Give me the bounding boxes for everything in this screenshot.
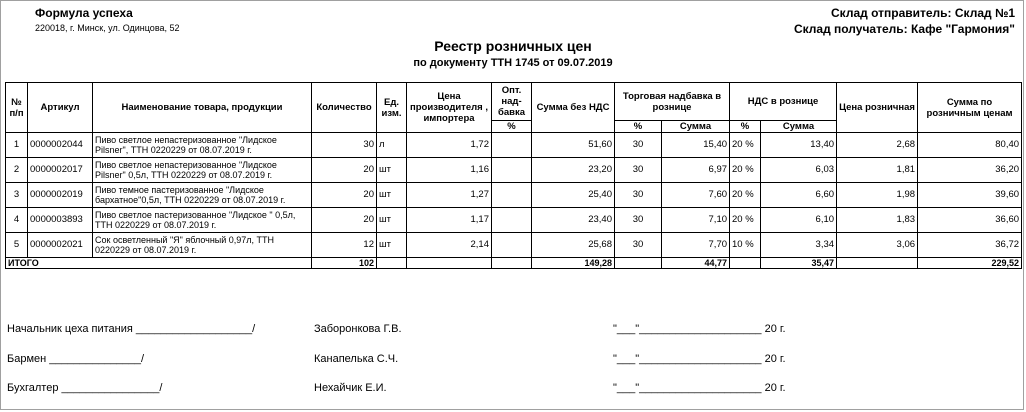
col-header-wholesale-markup: Опт. над- бавка [492, 83, 532, 121]
col-header-unit: Ед. изм. [377, 83, 407, 133]
row-sum-no-vat: 25,40 [532, 183, 615, 208]
row-trade-sum: 7,10 [662, 208, 730, 233]
row-retail-price: 2,68 [837, 133, 918, 158]
row-retail-sum: 36,20 [918, 158, 1022, 183]
row-wholesale-pct [492, 208, 532, 233]
col-header-num: № п/п [6, 83, 28, 133]
row-product-name: Пиво светлое непастеризованное "Лидское Pilsner", ТТН 0220229 от 08.07.2019 г. [93, 133, 312, 158]
row-qty: 20 [312, 158, 377, 183]
row-vat-pct: 20 % [730, 208, 761, 233]
row-vat-pct: 10 % [730, 233, 761, 258]
signature-role-2: Бармен _______________/ [7, 353, 145, 365]
signature-date-3: "___"____________________ 20 г. [613, 382, 786, 394]
totals-sum-no-vat: 149,28 [532, 258, 615, 269]
row-producer-price: 1,17 [407, 208, 492, 233]
totals-label: ИТОГО [6, 258, 312, 269]
row-trade-sum: 6,97 [662, 158, 730, 183]
row-product-name: Пиво светлое пастеризованное "Лидское " 0,5л, ТТН 0220229 от 08.07.2019 г. [93, 208, 312, 233]
table-row [6, 233, 1022, 258]
table-row [6, 158, 1022, 183]
row-product-name: Пиво темное пастеризованное "Лидское бархатное"0,5л, ТТН 0220229 от 08.07.2019 г. [93, 183, 312, 208]
signature-date-2: "___"____________________ 20 г. [613, 353, 786, 365]
row-article: 0000002021 [28, 233, 93, 258]
col-header-qty: Количество [312, 83, 377, 133]
col-header-trade-pct: % [615, 121, 662, 133]
col-header-name: Наименование товара, продукции [93, 83, 312, 133]
row-qty: 30 [312, 133, 377, 158]
row-unit: шт [377, 233, 407, 258]
row-vat-pct: 20 % [730, 158, 761, 183]
totals-qty: 102 [312, 258, 377, 269]
organization-name: Формула успеха [35, 6, 133, 20]
row-wholesale-pct [492, 158, 532, 183]
row-qty: 20 [312, 208, 377, 233]
row-sum-no-vat: 51,60 [532, 133, 615, 158]
col-header-trade-markup: Торговая надбавка в рознице [615, 83, 730, 121]
row-product-name: Сок осветленный "Я" яблочный 0,97л, ТТН 0220229 от 08.07.2019 г. [93, 233, 312, 258]
row-sum-no-vat: 23,40 [532, 208, 615, 233]
row-trade-pct: 30 [615, 233, 662, 258]
row-qty: 12 [312, 233, 377, 258]
col-header-vat: НДС в рознице [730, 83, 837, 121]
receiver-warehouse: Склад получатель: Кафе "Гармония" [793, 22, 1015, 36]
row-num: 1 [6, 133, 28, 158]
row-unit: шт [377, 158, 407, 183]
totals-vat-sum: 35,47 [761, 258, 837, 269]
col-header-article: Артикул [28, 83, 93, 133]
row-producer-price: 1,16 [407, 158, 492, 183]
col-header-retail-price: Цена розничная [837, 83, 918, 133]
totals-retail-sum: 229,52 [918, 258, 1022, 269]
row-num: 2 [6, 158, 28, 183]
col-header-retail-sum: Сумма по розничным ценам [918, 83, 1022, 133]
row-num: 3 [6, 183, 28, 208]
row-trade-pct: 30 [615, 133, 662, 158]
row-trade-sum: 15,40 [662, 133, 730, 158]
row-vat-sum: 3,34 [761, 233, 837, 258]
signature-role-1: Начальник цеха питания ___________________/ [7, 323, 256, 335]
row-article: 0000002017 [28, 158, 93, 183]
col-header-wholesale-pct: % [492, 121, 532, 133]
signature-person-1: Заборонкова Г.В. [314, 323, 402, 335]
row-wholesale-pct [492, 133, 532, 158]
row-vat-sum: 6,10 [761, 208, 837, 233]
row-vat-pct: 20 % [730, 183, 761, 208]
row-num: 4 [6, 208, 28, 233]
row-retail-price: 3,06 [837, 233, 918, 258]
row-retail-price: 1,83 [837, 208, 918, 233]
col-header-trade-sum: Сумма [662, 121, 730, 133]
col-header-vat-sum: Сумма [761, 121, 837, 133]
row-vat-sum: 6,03 [761, 158, 837, 183]
price-registry-table [5, 82, 1022, 269]
row-trade-sum: 7,70 [662, 233, 730, 258]
row-retail-price: 1,98 [837, 183, 918, 208]
document-subtitle: по документу ТТН 1745 от 09.07.2019 [413, 57, 613, 69]
col-header-sum-no-vat: Сумма без НДС [532, 83, 615, 133]
row-unit: шт [377, 208, 407, 233]
row-retail-sum: 39,60 [918, 183, 1022, 208]
col-header-vat-pct: % [730, 121, 761, 133]
row-unit: шт [377, 183, 407, 208]
row-article: 0000002019 [28, 183, 93, 208]
row-producer-price: 2,14 [407, 233, 492, 258]
row-trade-pct: 30 [615, 208, 662, 233]
table-row [6, 133, 1022, 158]
row-retail-sum: 80,40 [918, 133, 1022, 158]
row-wholesale-pct [492, 233, 532, 258]
row-qty: 20 [312, 183, 377, 208]
row-vat-sum: 13,40 [761, 133, 837, 158]
totals-trade-sum: 44,77 [662, 258, 730, 269]
row-sum-no-vat: 23,20 [532, 158, 615, 183]
row-vat-sum: 6,60 [761, 183, 837, 208]
row-retail-sum: 36,72 [918, 233, 1022, 258]
row-sum-no-vat: 25,68 [532, 233, 615, 258]
document-title: Реестр розничных цен [434, 38, 592, 54]
row-article: 0000003893 [28, 208, 93, 233]
table-header-row [6, 83, 1022, 121]
row-vat-pct: 20 % [730, 133, 761, 158]
table-row [6, 208, 1022, 233]
signature-person-3: Нехайчик Е.И. [314, 382, 387, 394]
totals-row [6, 258, 1022, 269]
signature-role-3: Бухгалтер ________________/ [7, 382, 163, 394]
signature-person-2: Канапелька С.Ч. [314, 353, 399, 365]
col-header-producer-price: Цена производителя , импортера [407, 83, 492, 133]
row-producer-price: 1,72 [407, 133, 492, 158]
row-retail-price: 1,81 [837, 158, 918, 183]
row-trade-sum: 7,60 [662, 183, 730, 208]
row-article: 0000002044 [28, 133, 93, 158]
row-wholesale-pct [492, 183, 532, 208]
row-product-name: Пиво светлое непастеризованное "Лидское Pilsner" 0,5л, ТТН 0220229 от 08.07.2019 г. [93, 158, 312, 183]
signature-date-1: "___"____________________ 20 г. [613, 323, 786, 335]
row-producer-price: 1,27 [407, 183, 492, 208]
row-unit: л [377, 133, 407, 158]
organization-address: 220018, г. Минск, ул. Одинцова, 52 [35, 23, 180, 33]
row-num: 5 [6, 233, 28, 258]
row-retail-sum: 36,60 [918, 208, 1022, 233]
table-row [6, 183, 1022, 208]
row-trade-pct: 30 [615, 183, 662, 208]
row-trade-pct: 30 [615, 158, 662, 183]
sender-warehouse: Склад отправитель: Склад №1 [831, 6, 1015, 20]
